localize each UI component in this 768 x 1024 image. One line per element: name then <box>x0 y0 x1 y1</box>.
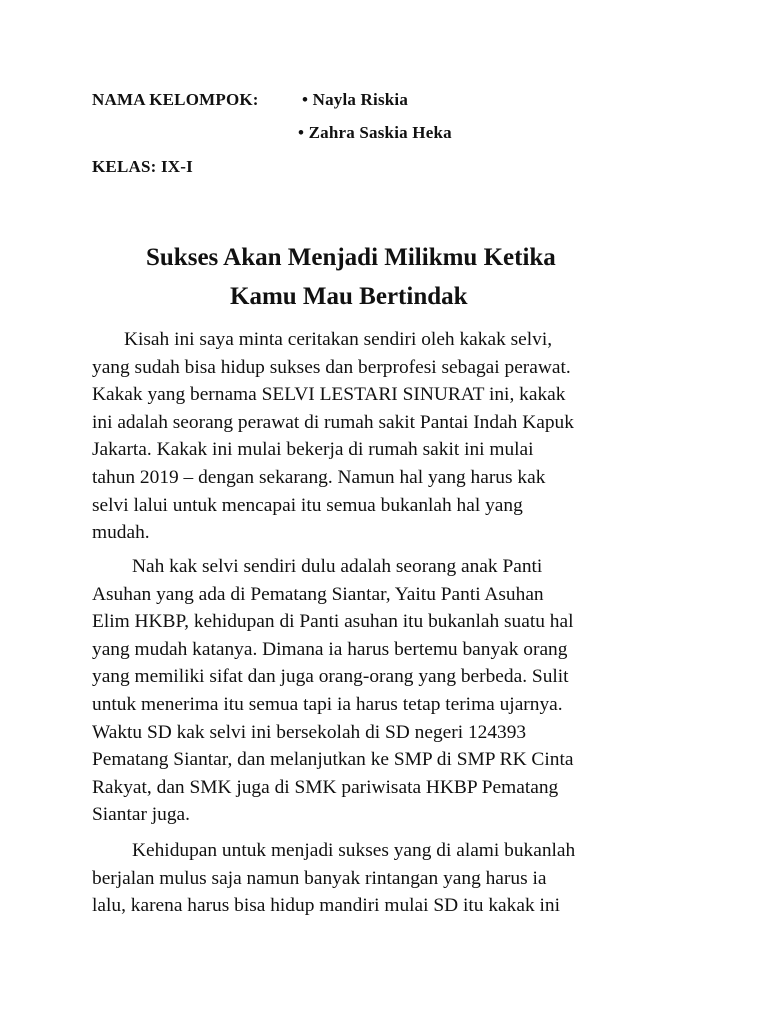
paragraph-2 <box>92 553 682 829</box>
paragraph-line: Jakarta. Kakak ini mulai bekerja di rumah sakit ini mulai <box>92 439 534 461</box>
paragraph-line: Rakyat, dan SMK juga di SMK pariwisata HKBP Pematang <box>92 776 559 798</box>
paragraph-line: Siantar juga. <box>92 804 191 826</box>
paragraph-line: lalu, karena harus bisa hidup mandiri mulai SD itu kakak ini <box>92 895 560 917</box>
paragraph-line: Asuhan yang ada di Pematang Siantar, Yaitu Panti Asuhan <box>92 583 544 605</box>
paragraph-line: tahun 2019 – dengan sekarang. Namun hal yang harus kak <box>92 466 546 488</box>
paragraph-line: Elim HKBP, kehidupan di Panti asuhan itu bukanlah suatu hal <box>92 611 574 633</box>
document-title-line: Kamu Mau Bertindak <box>230 283 468 310</box>
paragraph-line: Waktu SD kak selvi ini bersekolah di SD negeri 124393 <box>92 721 527 743</box>
paragraph-line: selvi lalui untuk mencapai itu semua bukanlah hal yang <box>92 494 523 516</box>
paragraph-line: mudah. <box>92 522 150 544</box>
paragraph-line: Kakak yang bernama SELVI LESTARI SINURAT ini, kakak <box>92 384 566 406</box>
paragraph-line: yang sudah bisa hidup sukses dan berprofesi sebagai perawat. <box>92 356 571 378</box>
paragraph-line: Kehidupan untuk menjadi sukses yang di alami bukanlah <box>132 840 576 861</box>
paragraph-1 <box>92 326 682 547</box>
paragraph-line: berjalan mulus saja namun banyak rintangan yang harus ia <box>92 867 547 889</box>
paragraph-line: yang mudah katanya. Dimana ia harus bertemu banyak orang <box>92 638 568 660</box>
member-name: • Zahra Saskia Heka <box>298 123 452 142</box>
document-title-line: Sukses Akan Menjadi Milikmu Ketika <box>146 244 556 271</box>
class-line: KELAS: IX-I <box>92 157 193 176</box>
paragraph-line: yang memiliki sifat dan juga orang-orang yang berbeda. Sulit <box>92 666 569 688</box>
member-name: • Nayla Riskia <box>302 90 409 109</box>
paragraph-line: Kisah ini saya minta ceritakan sendiri oleh kakak selvi, <box>124 329 553 350</box>
paragraph-line: untuk menerima itu semua tapi ia harus tetap terima ujarnya. <box>92 693 563 715</box>
group-label: NAMA KELOMPOK: <box>92 90 259 109</box>
paragraph-line: Pematang Siantar, dan melanjutkan ke SMP di SMP RK Cinta <box>92 749 574 771</box>
paragraph-line: Nah kak selvi sendiri dulu adalah seorang anak Panti <box>132 556 543 577</box>
paragraph-line: ini adalah seorang perawat di rumah sakit Pantai Indah Kapuk <box>92 411 574 433</box>
paragraph-3 <box>92 837 682 920</box>
